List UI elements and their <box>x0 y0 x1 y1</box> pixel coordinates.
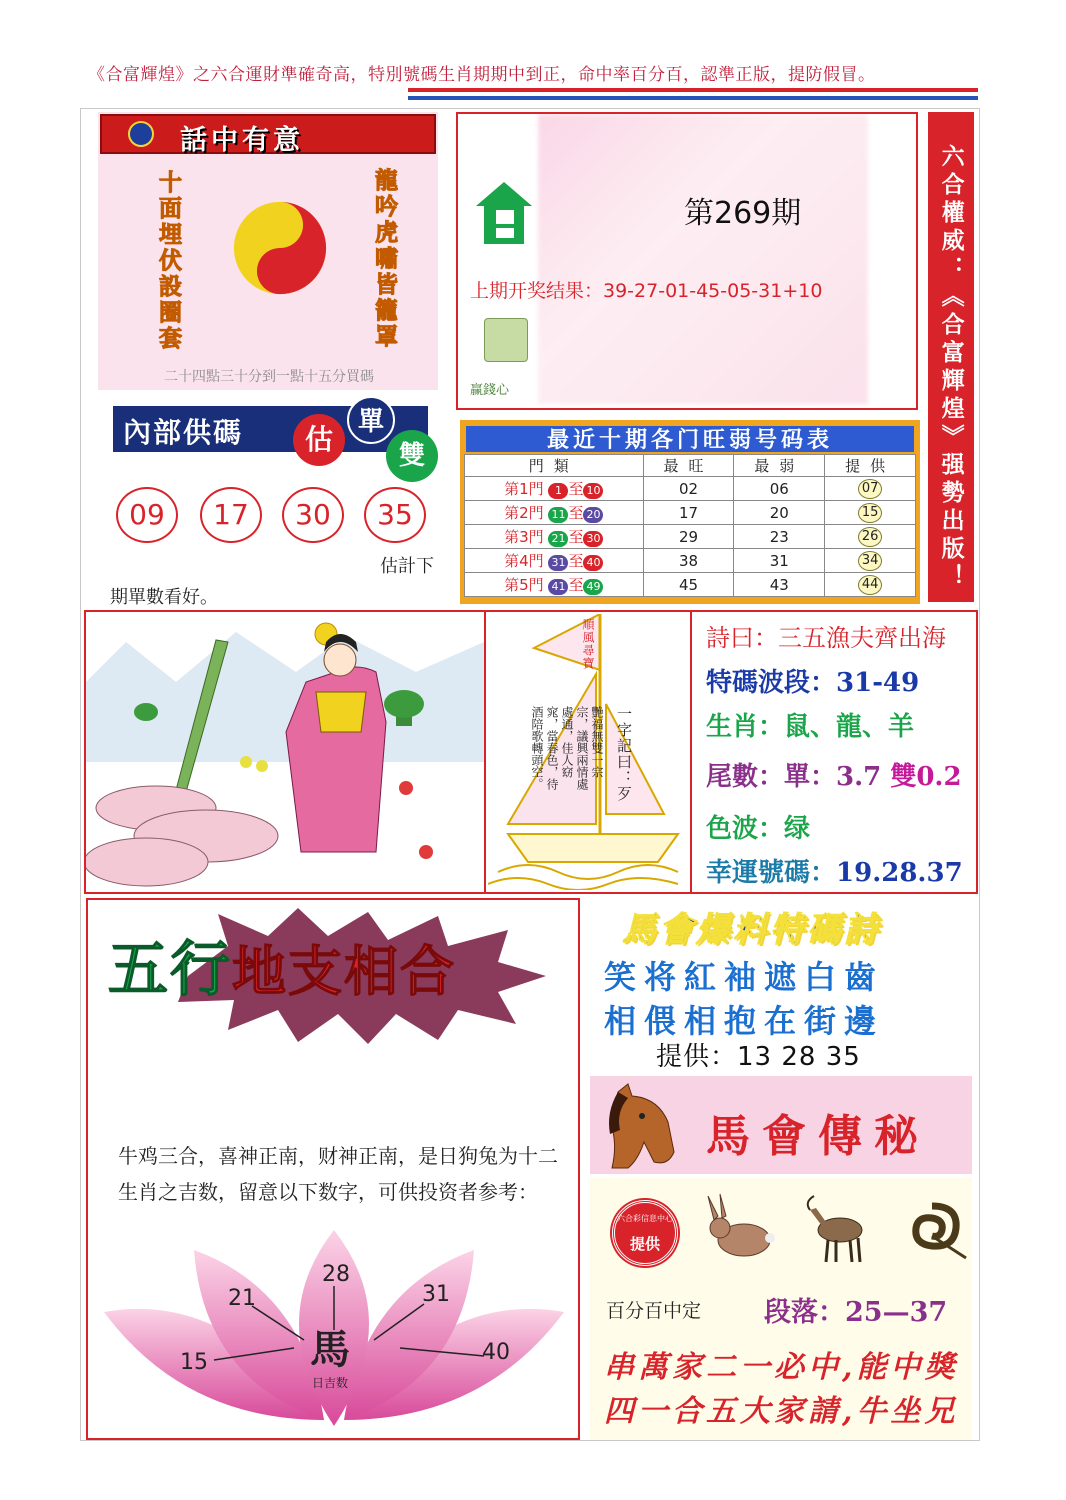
tail-line <box>706 756 962 793</box>
wuxing-title <box>108 922 456 1008</box>
blurred-area <box>538 114 868 404</box>
horse-poem-title: 馬會爆料特碼詩 <box>622 910 881 950</box>
door-table-title: 最近十期各门旺弱号码表 <box>464 424 916 454</box>
provide-ring: 07 <box>858 479 882 499</box>
range-from-ball: 11 <box>548 507 568 523</box>
zodiac-segment: 段落：25—37 <box>764 1297 948 1328</box>
wuxing-title-a: 五行 <box>108 935 232 1005</box>
max-cell: 38 <box>643 549 734 573</box>
seal-mid-text: 提供 <box>629 1235 660 1253</box>
brand-logo-icon <box>128 121 154 147</box>
provide-ring: 15 <box>858 503 882 523</box>
provide-cell <box>825 477 916 501</box>
range-from-ball: 41 <box>548 579 568 595</box>
issue-side-label: 赢錢心 <box>470 383 510 398</box>
table-row <box>465 573 916 597</box>
yin-yang-icon <box>232 200 328 296</box>
color-line <box>706 808 810 845</box>
zodiac-panel <box>590 1178 972 1440</box>
door-label: 第1門 <box>504 480 544 498</box>
wuxing-title-b: 地支相合 <box>232 940 456 1003</box>
door-label: 第4門 <box>504 552 544 570</box>
range-from-ball: 21 <box>548 531 568 547</box>
col-header: 提供 <box>825 455 916 477</box>
tail-single: 單：3.7 <box>784 762 882 792</box>
provide-cell <box>825 573 916 597</box>
supply-number: 09 <box>116 487 178 543</box>
lotus-center-sub: 日吉数 <box>312 1376 349 1390</box>
min-cell: 23 <box>734 525 825 549</box>
zodiac-line <box>706 706 914 743</box>
range-to-word: 至 <box>568 552 584 570</box>
poem-panel <box>694 612 974 892</box>
wuxing-paragraph: 牛鸡三合，喜神正南，财神正南，是日狗兔为十二生肖之吉数，留意以下数字，可供投资者参考： <box>118 1144 558 1204</box>
table-header-row <box>465 455 916 477</box>
wave-value: 31-49 <box>836 668 920 698</box>
horse-secret-title: 馬會傳秘 <box>706 1111 930 1162</box>
money-hand-icon <box>484 318 528 362</box>
color-value: 绿 <box>784 814 811 844</box>
door-cell <box>465 477 644 501</box>
range-to-word: 至 <box>568 504 584 522</box>
poem-line: 詩曰：三五漁夫齊出海 <box>706 624 946 652</box>
proverb-left-vertical: 十面埋伏設圈套 <box>155 170 181 352</box>
min-cell: 20 <box>734 501 825 525</box>
sail-riddle: 一字記曰：歹 <box>615 706 633 802</box>
horse-icon <box>598 1082 678 1170</box>
supply-number: 30 <box>282 487 344 543</box>
supply-note-line1: 估計下 <box>380 556 434 577</box>
door-table-grid <box>464 454 916 597</box>
range-to-word: 至 <box>568 528 584 546</box>
max-cell: 29 <box>643 525 734 549</box>
min-cell: 31 <box>734 549 825 573</box>
lotus-number: 40 <box>482 1340 510 1365</box>
middle-divider <box>484 612 486 892</box>
wave-label: 特碼波段： <box>706 668 837 698</box>
max-cell: 17 <box>643 501 734 525</box>
tail-label: 尾數： <box>706 762 785 792</box>
internal-supply-title: 內部供碼 <box>123 416 244 449</box>
provide-ring: 44 <box>858 575 882 595</box>
door-label: 第3門 <box>504 528 544 546</box>
provider-seal <box>612 1200 678 1266</box>
max-cell: 02 <box>643 477 734 501</box>
door-cell <box>465 549 644 573</box>
snake-icon <box>896 1192 968 1264</box>
zodiac-label: 生肖： <box>706 712 785 742</box>
horse-secret-banner <box>590 1076 972 1174</box>
door-table <box>460 420 920 604</box>
header-rule-red <box>408 88 978 92</box>
table-row <box>465 549 916 573</box>
door-cell <box>465 573 644 597</box>
range-from-ball: 1 <box>548 483 568 499</box>
col-header: 最旺 <box>643 455 734 477</box>
ball-double: 雙 <box>386 430 438 482</box>
range-to-ball: 30 <box>583 531 603 547</box>
proverb-right-vertical: 龍吟虎嘯皆籠罩 <box>371 168 397 350</box>
lucky-value: 19.28.37 <box>836 858 963 888</box>
middle-divider <box>690 612 692 892</box>
range-to-ball: 49 <box>583 579 603 595</box>
door-table-body <box>465 477 916 597</box>
lotus-number: 21 <box>228 1286 256 1311</box>
door-label: 第5門 <box>504 576 544 594</box>
table-row <box>465 525 916 549</box>
right-banner <box>928 112 974 602</box>
proverb-title-bar <box>100 114 436 154</box>
table-row <box>465 501 916 525</box>
range-to-word: 至 <box>568 480 584 498</box>
goat-icon <box>800 1192 872 1264</box>
tail-double: 雙0.2 <box>890 762 962 792</box>
last-result: 上期开奖结果：39-27-01-45-05-31+10 <box>470 280 823 302</box>
range-to-word: 至 <box>568 576 584 594</box>
proverb-footer: 二十四點三十分到一點十五分買碼 <box>164 369 374 385</box>
issue-number: 第269期 <box>684 196 802 231</box>
door-label: 第2門 <box>504 504 544 522</box>
ball-estimate: 估 <box>293 414 345 466</box>
issue-panel <box>456 112 918 410</box>
sail-flag: 順風尋寶 <box>581 618 595 670</box>
min-cell: 43 <box>734 573 825 597</box>
max-cell: 45 <box>643 573 734 597</box>
zodiac-value: 鼠、龍、羊 <box>784 712 915 742</box>
horse-poem-line: 笑将紅袖遮白齒 <box>604 958 885 996</box>
supply-note-line2: 期單數看好。 <box>110 587 218 608</box>
door-cell <box>465 525 644 549</box>
color-label: 色波： <box>706 814 785 844</box>
supply-number: 17 <box>200 487 262 543</box>
range-to-ball: 10 <box>583 483 603 499</box>
lucky-label: 幸運號碼： <box>706 858 837 888</box>
provide-ring: 26 <box>858 527 882 547</box>
lucky-line <box>706 852 963 889</box>
col-header: 門類 <box>465 455 644 477</box>
zodiac-line: 四一合五大家請,牛坐兄 <box>604 1394 959 1429</box>
lotus-center: 馬 <box>310 1326 350 1373</box>
door-cell <box>465 501 644 525</box>
right-banner-text: 六合權威：《合富輝煌》强勢出版！ <box>937 144 964 592</box>
supply-number: 35 <box>364 487 426 543</box>
rabbit-icon <box>704 1192 776 1264</box>
ball-single: 單 <box>347 396 395 444</box>
zodiac-line: 串萬家二一必中,能中獎 <box>604 1350 959 1385</box>
sail-poem: 艷福無雙一宗宗，議興兩情處處通，佳人窈窕，當春色，待酒陪歌轉頭空。 <box>530 706 604 790</box>
lotus-number: 28 <box>322 1262 350 1287</box>
brand-house-icon <box>474 180 534 246</box>
seal-top-text: 六合彩信息中心 <box>617 1214 673 1223</box>
provide-cell <box>825 549 916 573</box>
lotus-number: 31 <box>422 1282 450 1307</box>
range-from-ball: 31 <box>548 555 568 571</box>
lady-illustration <box>86 612 484 892</box>
table-row <box>465 477 916 501</box>
provide-cell <box>825 501 916 525</box>
range-to-ball: 40 <box>583 555 603 571</box>
provide-ring: 34 <box>858 551 882 571</box>
header-rule-blue <box>408 96 978 100</box>
provide-cell <box>825 525 916 549</box>
horse-poem-line: 相偎相抱在街邊 <box>604 1002 885 1040</box>
zodiac-sure: 百分百中定 <box>606 1300 702 1322</box>
range-to-ball: 20 <box>583 507 603 523</box>
lotus-number: 15 <box>180 1350 208 1375</box>
col-header: 最弱 <box>734 455 825 477</box>
min-cell: 06 <box>734 477 825 501</box>
wave-line <box>706 662 919 699</box>
top-banner: 《合富輝煌》之六合運財準確奇高，特別號碼生肖期期中到正，命中率百分百，認準正版，提防假冒。 <box>88 65 876 85</box>
horse-poem-provide: 提供：13 28 35 <box>656 1042 861 1072</box>
proverb-title: 話中有意 <box>180 125 304 156</box>
